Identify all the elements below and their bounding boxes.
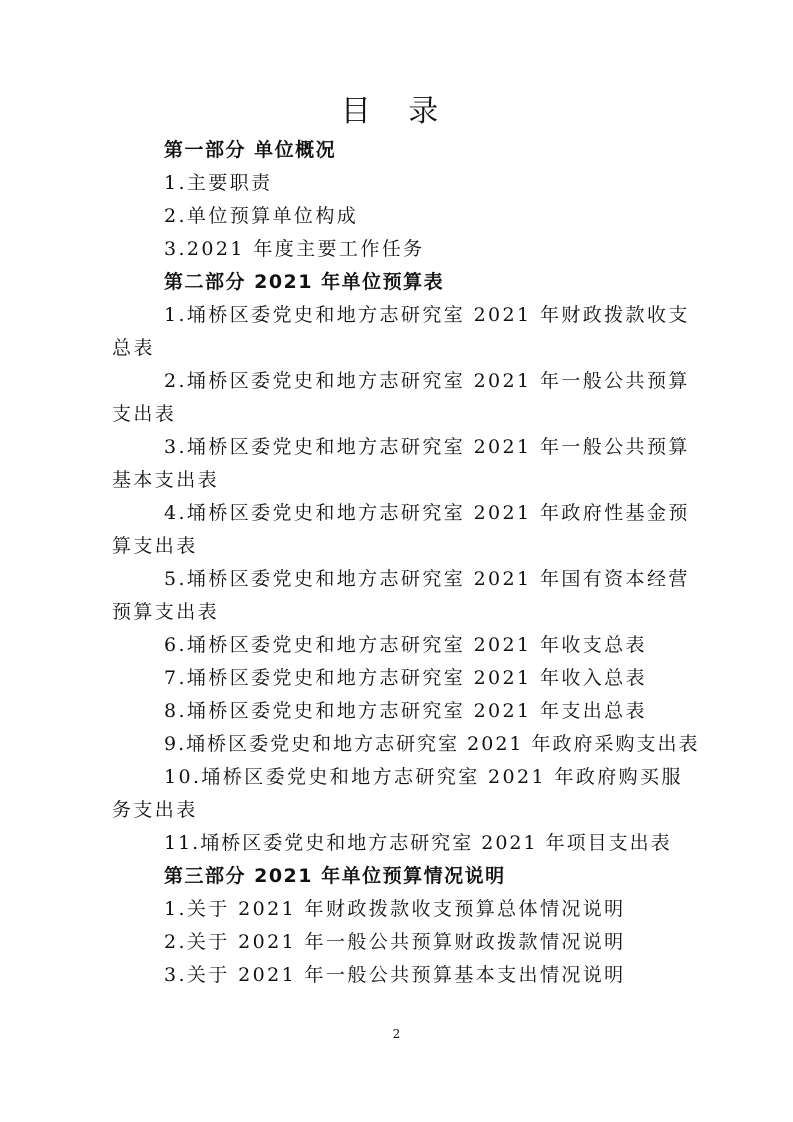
toc-entry: 5.埇桥区委党史和地方志研究室 2021 年国有资本经营预算支出表 xyxy=(112,568,690,623)
page-title: 目 录 xyxy=(340,94,453,129)
toc-entry: 10.埇桥区委党史和地方志研究室 2021 年政府购买服务支出表 xyxy=(112,766,683,821)
table-of-contents xyxy=(112,134,702,992)
toc-entry: 9.埇桥区委党史和地方志研究室 2021 年政府采购支出表 xyxy=(164,733,700,755)
toc-entry: 7.埇桥区委党史和地方志研究室 2021 年收入总表 xyxy=(164,667,647,689)
toc-part-1-heading: 第一部分 单位概况 xyxy=(164,139,337,161)
toc-entry: 3.关于 2021 年一般公共预算基本支出情况说明 xyxy=(164,964,626,986)
toc-entry: 11.埇桥区委党史和地方志研究室 2021 年项目支出表 xyxy=(164,832,672,854)
toc-entry: 2.埇桥区委党史和地方志研究室 2021 年一般公共预算支出表 xyxy=(112,370,690,425)
toc-entry: 1.埇桥区委党史和地方志研究室 2021 年财政拨款收支总表 xyxy=(112,304,690,359)
toc-entry: 6.埇桥区委党史和地方志研究室 2021 年收支总表 xyxy=(164,634,647,656)
toc-entry: 4.埇桥区委党史和地方志研究室 2021 年政府性基金预算支出表 xyxy=(112,502,690,557)
toc-part-3-heading: 第三部分 2021 年单位预算情况说明 xyxy=(164,865,506,887)
toc-entry: 1.关于 2021 年财政拨款收支预算总体情况说明 xyxy=(164,898,626,920)
toc-part-2-heading: 第二部分 2021 年单位预算表 xyxy=(164,271,445,293)
toc-entry: 1.主要职责 xyxy=(164,172,273,194)
toc-entry: 2.关于 2021 年一般公共预算财政拨款情况说明 xyxy=(164,931,626,953)
toc-entry: 2.单位预算单位构成 xyxy=(164,205,359,227)
toc-entry: 8.埇桥区委党史和地方志研究室 2021 年支出总表 xyxy=(164,700,647,722)
toc-entry: 3.埇桥区委党史和地方志研究室 2021 年一般公共预算基本支出表 xyxy=(112,436,690,491)
page-number: 2 xyxy=(392,1027,401,1041)
toc-entry: 3.2021 年度主要工作任务 xyxy=(164,238,425,260)
